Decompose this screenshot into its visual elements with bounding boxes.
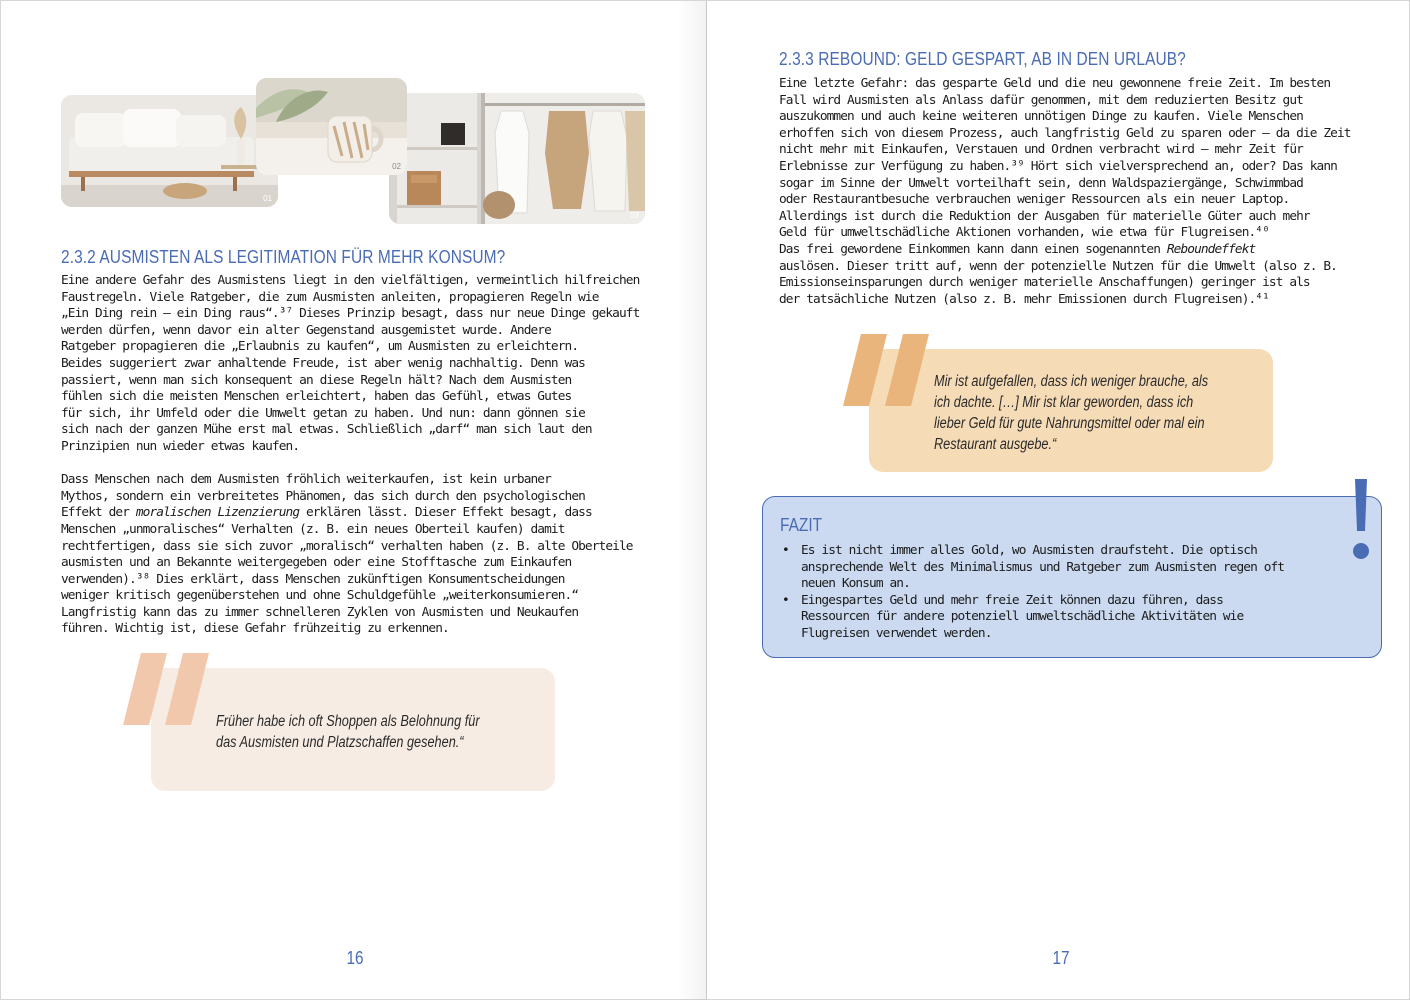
photo-number: 03: [630, 211, 639, 220]
page-number: 16: [346, 948, 364, 968]
paragraph-text: erklären lässt. Dieser Effekt besagt, dass Menschen „unmoralisches“ Verhalten (z. B. ein neues Oberteil kaufen) damit rechtfertigen, dass sie sich zuvor „moralisch“ verhalten haben (z. B. alte Oberteile ausmisten und an Bekannte weitergegeben oder eine Stofftasche zum Einkaufen verwenden).³⁸ Dies erklärt, dass Menschen zukünftigen Konsumentscheidungen weniger kritisch gegenüberstehen und ohne Schuldgefühle „weiterkonsumieren.“ Langfristig kann das zu immer schnelleren Zyklen von Ausmisten und Neukaufen führen. Wichtig ist, diese Gefahr frühzeitig zu erkennen.: [61, 505, 633, 637]
emphasized-term: moralischen Lizenzierung: [135, 505, 300, 521]
exclamation-icon: [1352, 479, 1372, 561]
photo-sofa: [61, 95, 278, 207]
page-number: 17: [1052, 948, 1070, 968]
photo-mug: [256, 78, 407, 175]
page-16: [1, 1, 706, 1000]
sofa-image: [61, 95, 278, 207]
paragraph-text: Dass Menschen nach dem Ausmisten fröhlich weiterkaufen, ist kein urbaner Mythos, sondern ein verbreitetes Phänomen, das sich durch den psychologischen Effekt der: [61, 472, 585, 521]
photo-number: 02: [392, 162, 401, 171]
fazit-box: [762, 496, 1382, 658]
section-heading-2-3-3: 2.3.3 REBOUND: GELD GESPART, AB IN DEN URLAUB?: [779, 49, 1186, 69]
fazit-list: [780, 543, 1370, 643]
quote-text: Früher habe ich oft Shoppen als Belohnung für das Ausmisten und Platzschaffen gesehen.“: [216, 713, 480, 751]
emphasized-term: Reboundeffekt: [1166, 241, 1256, 257]
body-text-left: [61, 273, 691, 638]
paragraph-text: auslösen. Dieser tritt auf, wenn der potenzielle Nutzen für die Umwelt (also z. B. Emissionseinsparungen durch weniger materielle Anschaffungen) geringer ist als der tatsächliche Nutzen (also z. B. mehr Emissionen durch Flugreisen).⁴¹: [779, 258, 1337, 307]
quote-marks-icon: [123, 653, 213, 725]
quote-marks-icon: [843, 334, 933, 406]
wardrobe-image: [389, 93, 645, 224]
paragraph: [779, 242, 1399, 308]
paragraph-text: Das frei gewordene Einkommen kann dann einen sogenannten: [779, 241, 1167, 257]
photo-wardrobe: [389, 93, 645, 224]
paragraph: [61, 472, 691, 638]
list-item: • Eingespartes Geld und mehr freie Zeit können dazu führen, dass Ressourcen für andere potenziell umweltschädliche Aktivitäten wie Flugreisen verwendet werden.: [780, 593, 1370, 643]
page-17: [707, 1, 1410, 1000]
section-heading-2-3-2: 2.3.2 AUSMISTEN ALS LEGITIMATION FÜR MEHR KONSUM?: [61, 247, 506, 267]
photo-number: 01: [263, 194, 272, 203]
list-item: • Es ist nicht immer alles Gold, wo Ausmisten draufsteht. Die optisch ansprechende Welt des Minimalismus und Ratgeber zum Ausmisten regen oft neuen Konsum an.: [780, 543, 1370, 593]
fazit-title: FAZIT: [780, 515, 823, 535]
paragraph: Eine letzte Gefahr: das gesparte Geld und die neu gewonnene freie Zeit. Im besten Fall wird Ausmisten als Anlass dafür genommen, mit dem reduzierten Besitz gut auszukommen und auch keine weiteren unnötigen Dinge zu kaufen. Viele Menschen erhoffen sich von diesem Prozess, auch langfristig Geld zu sparen oder – da die Zeit nicht mehr mit Einkaufen, Verstauen und Ordnen verbracht wird – mehr Zeit für Erlebnisse zur Verfügung zu haben.³⁹ Hört sich vielversprechend an, oder? Das kann sogar im Sinne der Umwelt vorteilhaft sein, denn Waldspaziergänge, Schwimmbad oder Restaurantbesuche verbrauchen weniger Ressourcen als ein neuer Laptop. Allerdings ist durch die Reduktion der Ausgaben für materielle Güter auch mehr Geld für umweltschädliche Aktionen vorhanden, wie etwa für Flugreisen.⁴⁰: [779, 76, 1351, 241]
paragraph: Eine andere Gefahr des Ausmistens liegt in den vielfältigen, vermeintlich hilfreichen Faustregeln. Viele Ratgeber, die zum Ausmisten anleiten, propagieren Regeln wie „Ein Ding rein – ein Ding raus“.³⁷ Dieses Prinzip besagt, dass nur neue Dinge gekauft werden dürfen, wenn davor ein alter Gegenstand ausgemistet wurde. Andere Ratgeber propagieren die „Erlaubnis zu kaufen“, um Ausmisten zu erleichtern. Beides suggeriert zwar anhaltende Freude, ist aber wenig nachhaltig. Denn was passiert, wenn man sich konsequent an diese Regeln hält? Nach dem Ausmisten fühlen sich die meisten Menschen erleichtert, haben das Gefühl, etwas Gutes für sich, ihr Umfeld oder die Umwelt getan zu haben. Und nun: dann gönnen sie sich nach der ganzen Mühe erst mal etwas. Schließlich „darf“ man sich laut den Prinzipien nun wieder etwas kaufen.: [61, 273, 640, 454]
mug-image: [256, 78, 407, 175]
quote-text: Mir ist aufgefallen, dass ich weniger brauche, als ich dachte. […] Mir ist klar geworden, dass ich lieber Geld für gute Nahrungsmittel oder mal ein Restaurant ausgebe.“: [934, 373, 1209, 453]
body-text-right: [779, 76, 1399, 308]
